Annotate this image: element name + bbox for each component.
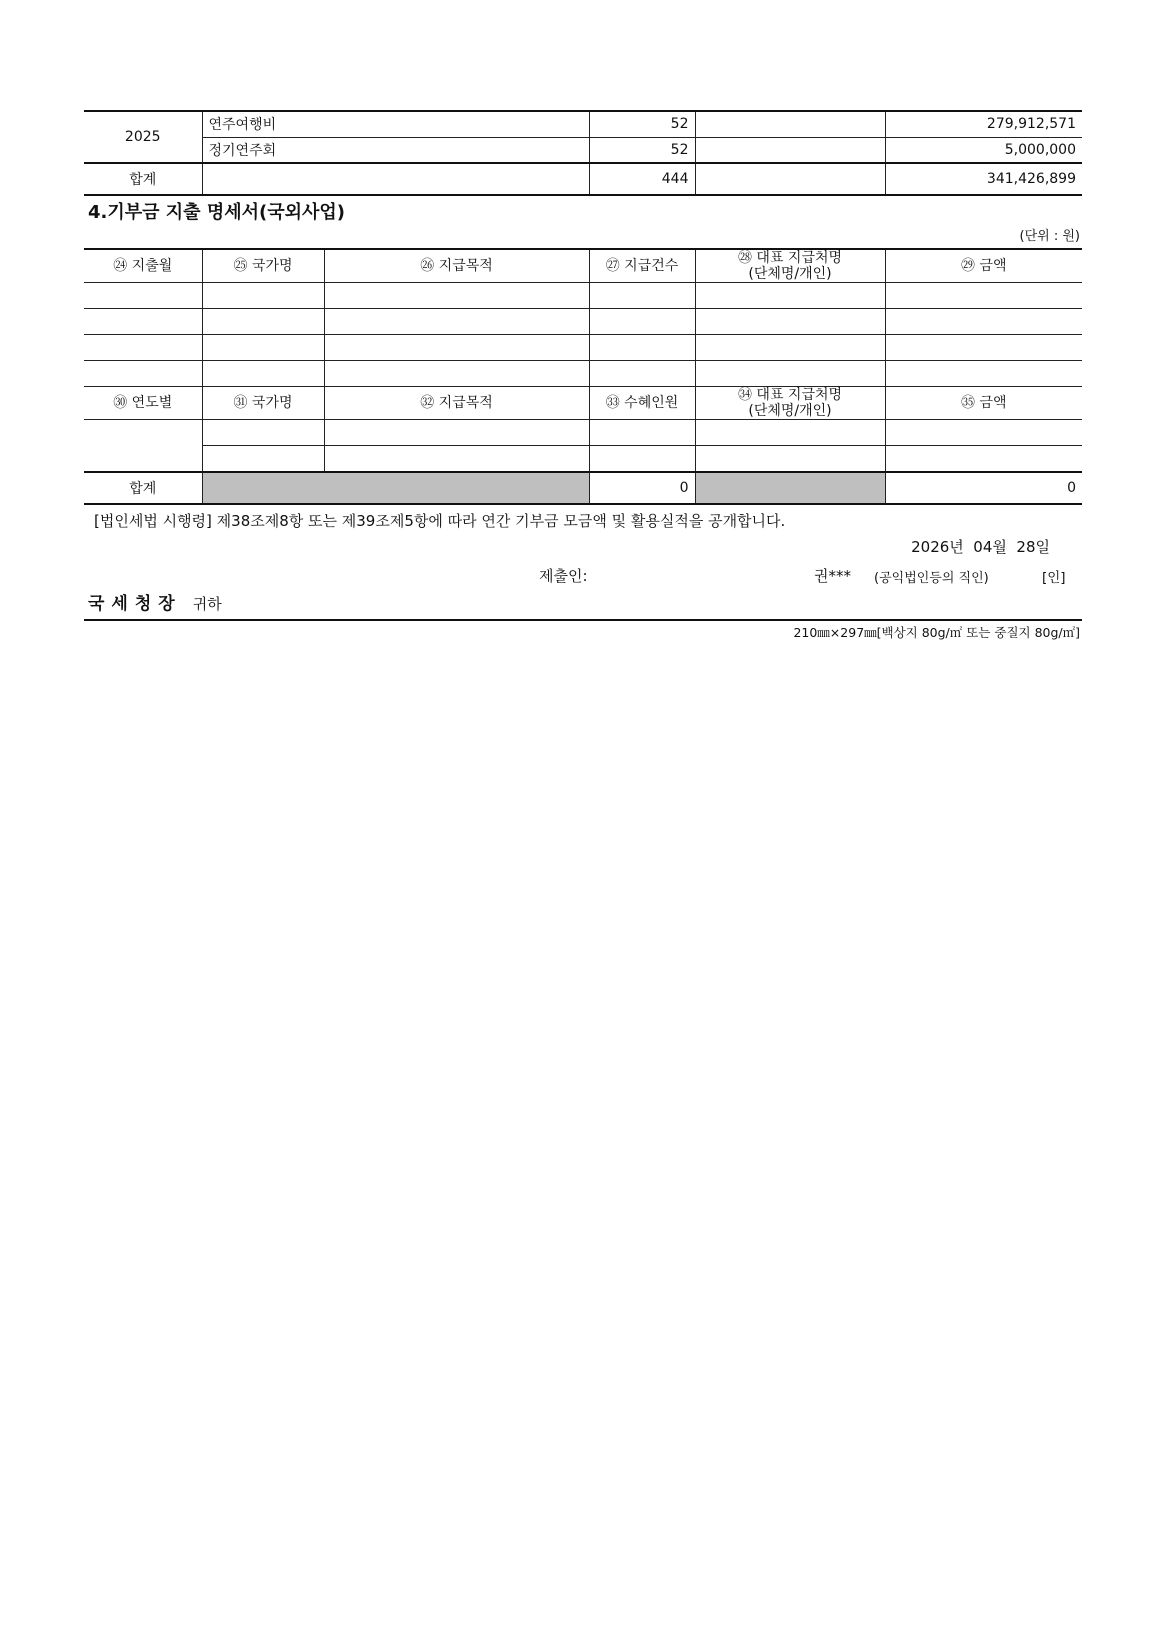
header-country: ㉛ 국가명 bbox=[202, 387, 324, 420]
header-country: ㉕ 국가명 bbox=[202, 249, 324, 283]
unit-label: (단위 : 원) bbox=[1019, 229, 1080, 244]
recipient-line bbox=[84, 589, 1082, 621]
submitter-label: 제출인: bbox=[539, 566, 588, 585]
header-beneficiaries: ㉝ 수혜인원 bbox=[589, 387, 695, 420]
amount-cell: 5,000,000 bbox=[885, 137, 1082, 163]
empty-cell bbox=[695, 111, 885, 137]
total-count: 0 bbox=[589, 472, 695, 504]
header-expense-month: ㉔ 지출월 bbox=[84, 249, 202, 283]
header-payee-line1: ㉞ 대표 지급처명 bbox=[737, 387, 843, 403]
seal-mark: [인] bbox=[1042, 569, 1066, 586]
overseas-expense-table bbox=[84, 248, 1082, 505]
total-label: 합계 bbox=[84, 472, 202, 504]
amount-cell: 279,912,571 bbox=[885, 111, 1082, 137]
shaded-cell bbox=[695, 472, 885, 504]
submitter-role: (공익법인등의 직인) bbox=[874, 570, 989, 586]
recipient-honorific: 귀하 bbox=[192, 594, 222, 613]
table-row bbox=[84, 361, 1082, 387]
total-count: 444 bbox=[589, 163, 695, 195]
section-title: 4.기부금 지출 명세서(국외사업) bbox=[88, 202, 346, 223]
summary-table bbox=[84, 110, 1082, 196]
legal-note: [법인세법 시행령] 제38조제8항 또는 제39조제5항에 따라 연간 기부금 모금액 및 활용실적을 공개합니다. bbox=[94, 511, 786, 530]
submission-date: 2026년 04월 28일 bbox=[911, 537, 1050, 556]
header-amount: ㉟ 금액 bbox=[885, 387, 1082, 420]
header-payee-line2: (단체명/개인) bbox=[748, 266, 832, 282]
table-row bbox=[84, 283, 1082, 309]
table-row bbox=[84, 446, 1082, 472]
table-row bbox=[84, 420, 1082, 446]
document-page bbox=[84, 110, 1082, 645]
total-row bbox=[84, 472, 1082, 504]
empty-cell bbox=[695, 163, 885, 195]
submitter-name: 권*** bbox=[814, 566, 851, 585]
header-payee bbox=[695, 387, 885, 420]
header-payee-line1: ㉘ 대표 지급처명 bbox=[737, 250, 843, 266]
empty-cell bbox=[695, 137, 885, 163]
total-label: 합계 bbox=[84, 163, 202, 195]
table-row bbox=[84, 111, 1082, 137]
recipient-office: 국세청장 bbox=[88, 593, 182, 614]
header-purpose: ㉖ 지급목적 bbox=[324, 249, 589, 283]
header-row bbox=[84, 387, 1082, 420]
total-row bbox=[84, 163, 1082, 195]
submitter-line bbox=[84, 561, 1082, 589]
paper-spec: 210㎜×297㎜[백상지 80g/㎡ 또는 중질지 80g/㎡] bbox=[793, 624, 1080, 640]
shaded-cell bbox=[202, 472, 589, 504]
item-cell: 연주여행비 bbox=[202, 111, 589, 137]
total-amount: 0 bbox=[885, 472, 1082, 504]
header-amount: ㉙ 금액 bbox=[885, 249, 1082, 283]
total-amount: 341,426,899 bbox=[885, 163, 1082, 195]
table-row bbox=[84, 137, 1082, 163]
empty-cell bbox=[202, 163, 589, 195]
table-row bbox=[84, 335, 1082, 361]
item-cell: 정기연주회 bbox=[202, 137, 589, 163]
header-payment-count: ㉗ 지급건수 bbox=[589, 249, 695, 283]
table-row bbox=[84, 309, 1082, 335]
year-cell: 2025 bbox=[84, 111, 202, 163]
header-purpose: ㉜ 지급목적 bbox=[324, 387, 589, 420]
header-row bbox=[84, 249, 1082, 283]
header-payee-line2: (단체명/개인) bbox=[748, 403, 832, 419]
header-payee bbox=[695, 249, 885, 283]
count-cell: 52 bbox=[589, 137, 695, 163]
header-by-year: ㉚ 연도별 bbox=[84, 387, 202, 420]
count-cell: 52 bbox=[589, 111, 695, 137]
